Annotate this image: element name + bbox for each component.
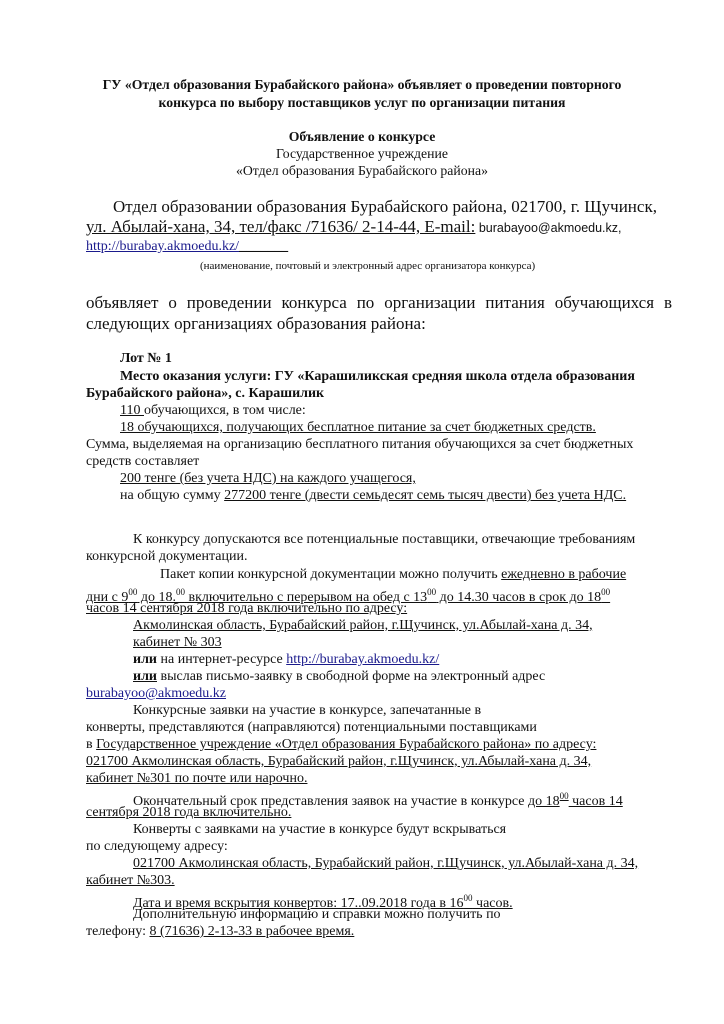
deadline-line-2: сентября 2018 года включительно. bbox=[86, 805, 292, 820]
hours-to: до 18. bbox=[137, 590, 176, 605]
office-1: кабинет № 303 bbox=[133, 635, 222, 650]
package-schedule: ежедневно в рабочие bbox=[501, 567, 627, 582]
opening-hours: часов. bbox=[472, 896, 513, 911]
organization-line-1: Государственное учреждение bbox=[276, 146, 448, 161]
organization-line-2: «Отдел образования Бурабайского района» bbox=[236, 163, 488, 178]
sup-00: 00 bbox=[175, 587, 185, 597]
lot-per-student: 200 тенге (без учета НДС) на каждого учащегося, bbox=[120, 471, 416, 486]
address-1: Акмолинская область, Бурабайский район, г.Щучинск, ул.Абылай-хана д. 34, bbox=[133, 618, 593, 633]
sup-00: 00 bbox=[601, 587, 611, 597]
or-label: или bbox=[133, 652, 157, 667]
letter-line bbox=[133, 669, 545, 685]
address-2-line-2: кабинет №303. bbox=[86, 873, 175, 888]
intro-line-1: объявляет о проведении конкурса по организации питания обучающихся в bbox=[86, 293, 672, 312]
total-value: 277200 тенге (двести семьдесят семь тысяч двести) без учета НДС. bbox=[224, 488, 627, 503]
bids-line-4: 021700 Акмолинская область, Бурабайский район, г.Щучинск, ул.Абылай-хана д. 34, bbox=[86, 754, 592, 769]
package-line-1 bbox=[160, 567, 626, 583]
sup-00: 00 bbox=[559, 791, 569, 801]
header-line-2: конкурса по выбору поставщиков услуг по организации питания bbox=[158, 95, 566, 110]
students-text: обучающихся, в том числе: bbox=[143, 403, 306, 418]
letter-email-line bbox=[86, 686, 226, 702]
deadline-hour-text: до 18 bbox=[528, 794, 560, 809]
organizer-email[interactable]: burabayoo@akmoedu.kz, bbox=[478, 221, 622, 235]
internet-url[interactable]: http://burabay.akmoedu.kz/ bbox=[286, 652, 440, 667]
info-line-2 bbox=[86, 924, 354, 940]
bids-prefix: в bbox=[86, 737, 97, 752]
header-line-1: ГУ «Отдел образования Бурабайского района» объявляет о проведении повторного bbox=[102, 77, 622, 92]
internet-line bbox=[133, 652, 439, 668]
deadline-day: часов 14 bbox=[568, 794, 623, 809]
lunch-break: включительно с перерывом на обед с 13 bbox=[184, 590, 428, 605]
bids-line-5: кабинет №301 по почте или нарочно. bbox=[86, 771, 308, 786]
envelopes-line-1: Конверты с заявками на участие в конкурсе будут вскрываться bbox=[133, 822, 507, 837]
lot-title: Лот № 1 bbox=[120, 351, 172, 366]
lot-place-line-2: Бурабайского района», с. Карашилик bbox=[86, 386, 325, 401]
or-label: или bbox=[133, 669, 157, 684]
deadline-text: Окончательный срок представления заявок на участие в конкурсе bbox=[133, 794, 529, 809]
letter-email[interactable]: burabayoo@akmoedu.kz bbox=[86, 686, 227, 701]
organizer-caption: (наименование, почтовый и электронный адрес организатора конкурса) bbox=[200, 260, 536, 272]
bids-line-2: конверты, представляются (направляются) потенциальными поставщиками bbox=[86, 720, 537, 735]
opening-text: Дата и время вскрытия конвертов: 17..09.2018 года в 16 bbox=[133, 896, 464, 911]
package-text: Пакет копии конкурсной документации можно получить bbox=[160, 567, 502, 582]
info-line-1: Дополнительную информацию и справки можно получить по bbox=[133, 907, 501, 922]
admission-line-1: К конкурсу допускаются все потенциальные поставщики, отвечающие требованиям bbox=[133, 532, 636, 547]
lot-place-line-1: Место оказания услуги: ГУ «Карашиликская средняя школа отдела образования bbox=[120, 369, 635, 384]
organizer-url-line: http://burabay.akmoedu.kz/_______ bbox=[86, 239, 289, 254]
students-count: 110 bbox=[120, 403, 144, 418]
organizer-address: ул. Абылай-хана, 34, тел/факс /71636/ 2-14-44, E-mail: bbox=[86, 217, 476, 236]
bids-recipient: Государственное учреждение «Отдел образования Бурабайского района» по адресу: bbox=[96, 737, 597, 752]
lot-total bbox=[120, 488, 626, 504]
envelopes-line-2: по следующему адресу: bbox=[86, 839, 228, 854]
letter-text: выслав письмо-заявку в свободной форме на электронный адрес bbox=[157, 669, 546, 684]
sup-00: 00 bbox=[128, 587, 138, 597]
total-prefix: на общую сумму bbox=[120, 488, 225, 503]
deadline-hour: до 14.30 часов в срок до 18 bbox=[436, 590, 602, 605]
address-2-line-1: 021700 Акмолинская область, Бурабайский район, г.Щучинск, ул.Абылай-хана д. 34, bbox=[133, 856, 639, 871]
bids-line-3 bbox=[86, 737, 596, 753]
organizer-line-1: Отдел образовании образования Бурабайского района, 021700, г. Щучинск, bbox=[113, 197, 657, 216]
phone-number: 8 (71636) 2-13-33 в рабочее время. bbox=[149, 924, 355, 939]
lot-sum-line-1: Сумма, выделяемая на организацию бесплатного питания обучающихся за счет бюджетных bbox=[86, 437, 634, 452]
package-line-3: часов 14 сентября 2018 года включительно по адресу: bbox=[86, 601, 408, 616]
phone-label: телефону: bbox=[86, 924, 150, 939]
admission-line-2: конкурсной документации. bbox=[86, 549, 248, 564]
lot-sum-line-2: средств составляет bbox=[86, 454, 200, 469]
intro-line-2: следующих организациях образования района: bbox=[86, 314, 426, 333]
announcement-title: Объявление о конкурсе bbox=[288, 129, 436, 144]
organizer-url[interactable]: http://burabay.akmoedu.kz/ bbox=[86, 239, 240, 254]
organizer-line-2 bbox=[86, 217, 672, 237]
internet-text: на интернет-ресурсе bbox=[157, 652, 287, 667]
sup-00: 00 bbox=[463, 893, 473, 903]
lot-free-meals: 18 обучающихся, получающих бесплатное питание за счет бюджетных средств. bbox=[120, 420, 596, 435]
lot-students bbox=[120, 403, 306, 419]
hours-from: дни с 9 bbox=[86, 590, 129, 605]
sup-00: 00 bbox=[427, 587, 437, 597]
bids-line-1: Конкурсные заявки на участие в конкурсе, запечатанные в bbox=[133, 703, 482, 718]
